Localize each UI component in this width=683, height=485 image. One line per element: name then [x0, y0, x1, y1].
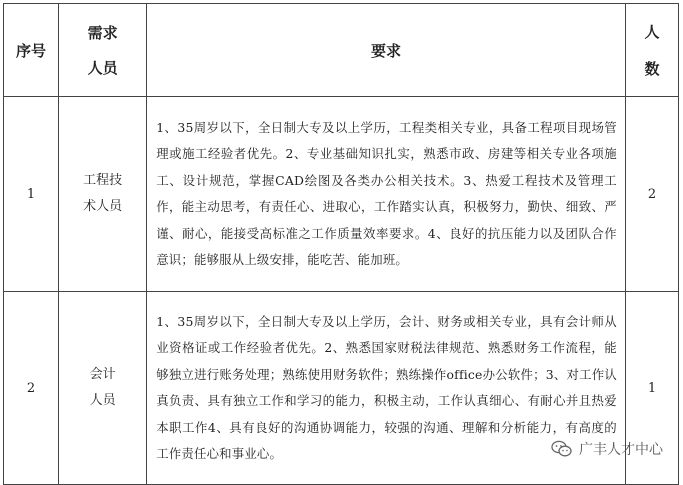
role-line: 工程技 — [83, 173, 123, 188]
header-no: 序号 — [4, 4, 59, 97]
header-role-bottom: 人员 — [87, 59, 118, 77]
header-role — [59, 4, 147, 97]
header-role-top: 需求 — [87, 24, 118, 42]
recruitment-table — [3, 3, 679, 485]
row-no: 1 — [4, 97, 59, 292]
row-role — [59, 97, 147, 292]
header-requirement: 要求 — [147, 4, 626, 97]
wechat-icon — [551, 440, 573, 458]
row-count: 2 — [625, 97, 678, 292]
header-count — [625, 4, 678, 97]
row-requirement: 1、35周岁以下，全日制大专及以上学历，会计、财务或相关专业，具有会计师从业资格证或工作经验者优先。2、熟悉国家财税法律规范、熟悉财务工作流程，能够独立进行账务处理；熟练使用财务软件；熟练操作office办公软件；3、对工作认真负责、具有独立工作和学习的能力，积极主动，工作认真细心、有耐心并且热爱本职工作4、具有良好的沟通协调能力，较强的沟通、理解和分析能力，有高度的工作责任心和事业心。 — [147, 292, 626, 485]
row-requirement: 1、35周岁以下，全日制大专及以上学历，工程类相关专业，具备工程项目现场管理或施工经验者优先。2、专业基础知识扎实，熟悉市政、房建等相关专业各项施工、设计规范，掌握CAD绘图及各类办公相关技术。3、热爱工程技术及管理工作，能主动思考，有责任心、进取心，工作踏实认真，积极努力，勤快、细致、严谨、耐心，能接受高标准之工作质量效率要求。4、良好的抗压能力以及团队合作意识；能够服从上级安排，能吃苦、能加班。 — [147, 97, 626, 292]
watermark — [551, 439, 663, 459]
header-count-top: 人 — [644, 23, 660, 41]
header-row — [4, 4, 679, 97]
row-no: 2 — [4, 292, 59, 485]
role-line: 会计 — [89, 367, 116, 382]
header-count-bottom: 数 — [644, 60, 660, 78]
table-row — [4, 97, 679, 292]
role-line: 术人员 — [83, 199, 123, 214]
watermark-text: 广丰人才中心 — [579, 442, 663, 458]
row-count: 1 — [625, 292, 678, 485]
row-role — [59, 292, 147, 485]
role-line: 人员 — [89, 393, 116, 408]
